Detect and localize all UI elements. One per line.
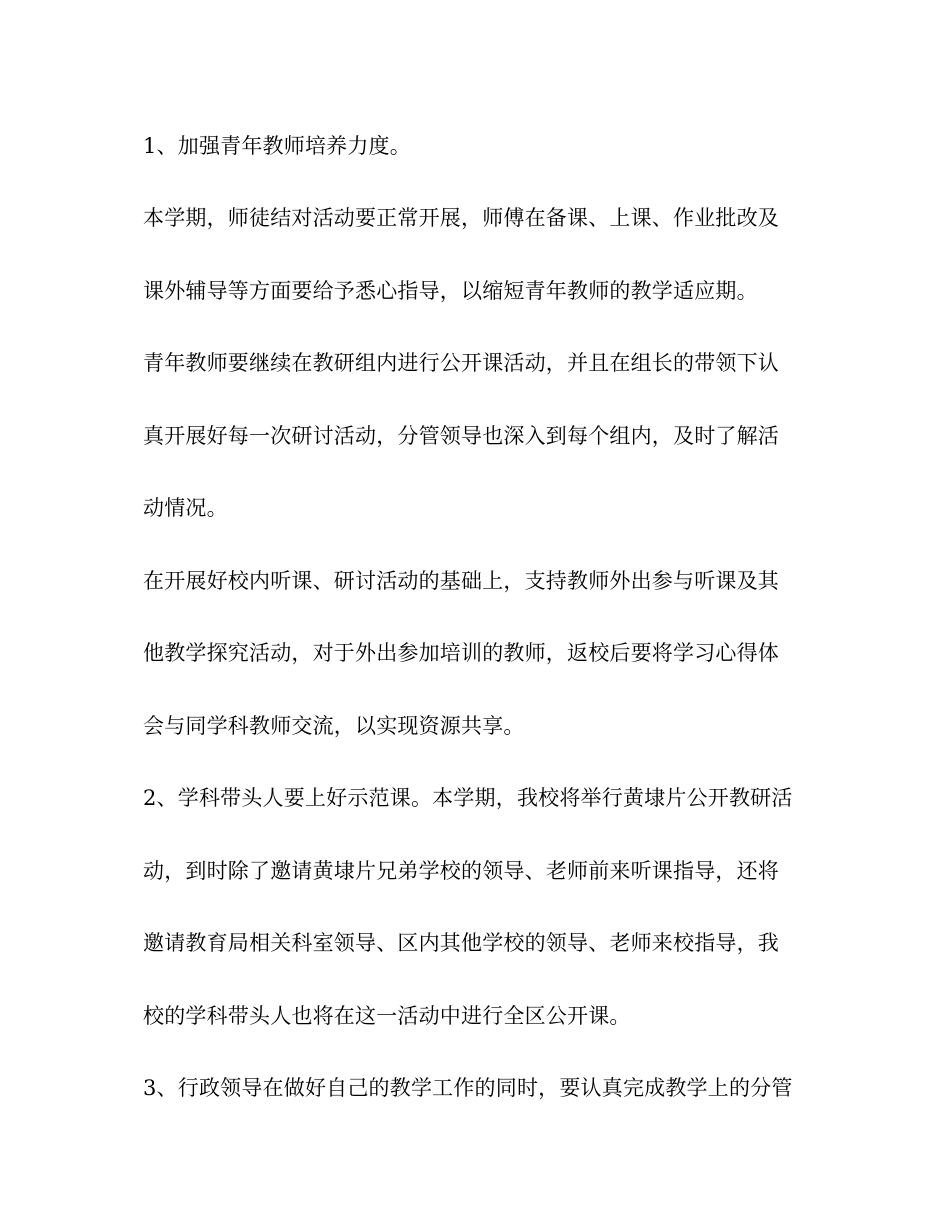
text-line-4: 青年教师要继续在教研组内进行公开课活动，并且在组长的带领下认 (143, 351, 779, 375)
text-line-9: 会与同学科教师交流，以实现资源共享。 (143, 714, 525, 738)
text-line-10: 2、学科带头人要上好示范课。本学期，我校将举行黄埭片公开教研活 (143, 786, 793, 810)
text-line-14: 3、行政领导在做好自己的教学工作的同时，要认真完成教学上的分管 (143, 1076, 793, 1100)
text-line-12: 邀请教育局相关科室领导、区内其他学校的领导、老师来校指导，我 (143, 931, 779, 955)
text-line-1: 1、加强青年教师培养力度。 (143, 134, 411, 158)
text-line-7: 在开展好校内听课、研讨活动的基础上，支持教师外出参与听课及其 (143, 569, 779, 593)
text-line-2: 本学期，师徒结对活动要正常开展，师傅在备课、上课、作业批改及 (143, 206, 779, 230)
text-line-3: 课外辅导等方面要给予悉心指导，以缩短青年教师的教学适应期。 (143, 279, 758, 303)
text-line-5: 真开展好每一次研讨活动，分管领导也深入到每个组内，及时了解活 (143, 424, 779, 448)
text-line-8: 他教学探究活动，对于外出参加培训的教师，返校后要将学习心得体 (143, 641, 779, 665)
text-line-6: 动情况。 (143, 496, 228, 520)
text-line-13: 校的学科带头人也将在这一活动中进行全区公开课。 (143, 1004, 631, 1028)
text-line-11: 动，到时除了邀请黄埭片兄弟学校的领导、老师前来听课指导，还将 (143, 859, 779, 883)
